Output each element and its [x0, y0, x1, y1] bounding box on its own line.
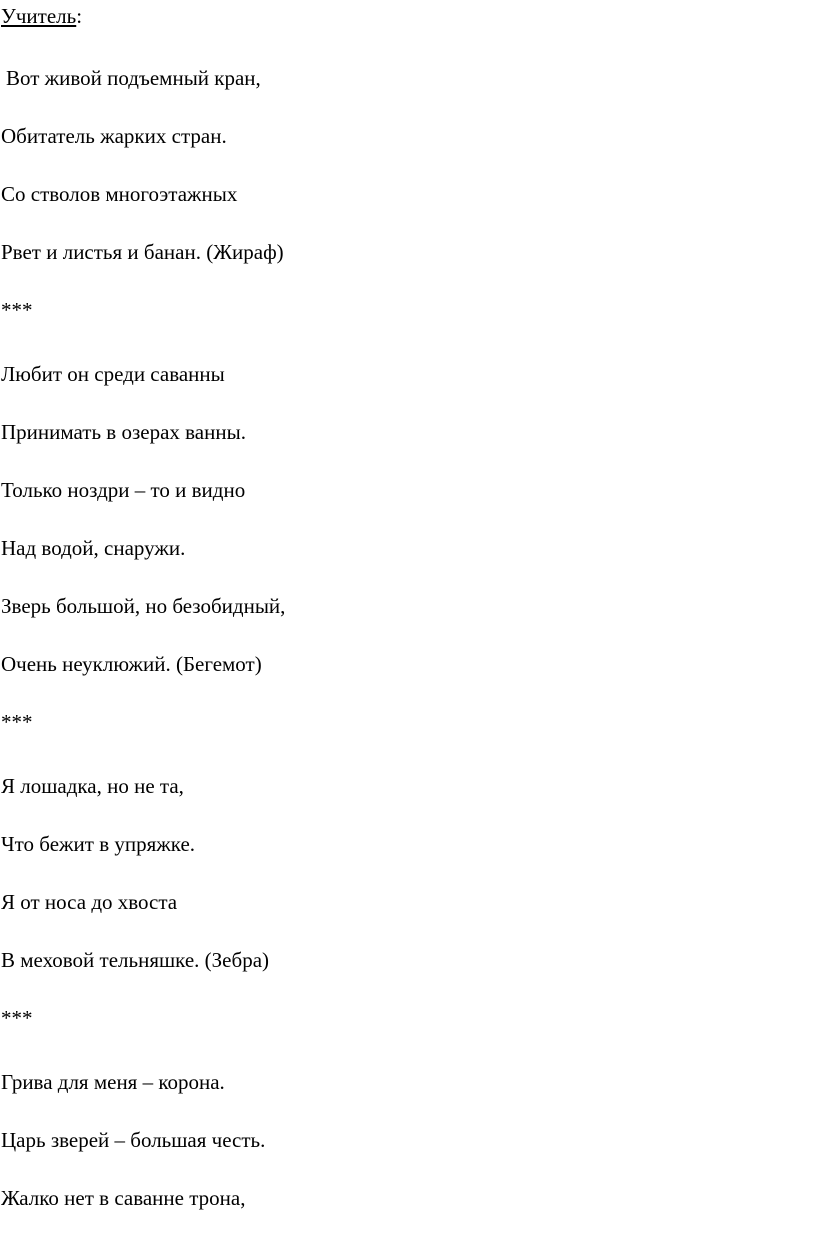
- riddle2-line-6: Очень неуклюжий. (Бегемот): [1, 652, 262, 676]
- riddle3-line-1: Я лошадка, но не та,: [1, 774, 184, 798]
- riddle1-line-2: Обитатель жарких стран.: [1, 124, 227, 148]
- riddle2-line-2: Принимать в озерах ванны.: [1, 420, 246, 444]
- riddle1-line-4: Рвет и листья и банан. (Жираф): [1, 240, 284, 264]
- riddle2-line-5: Зверь большой, но безобидный,: [1, 594, 286, 618]
- separator-2: ***: [1, 710, 33, 734]
- speaker-label: Учитель: [1, 4, 77, 28]
- riddle4-line-1: Грива для меня – корона.: [1, 1070, 225, 1094]
- riddle1-line-3: Со стволов многоэтажных: [1, 182, 238, 206]
- riddle3-line-3: Я от носа до хвоста: [1, 890, 178, 914]
- riddle2-line-1: Любит он среди саванны: [1, 362, 225, 386]
- riddle2-line-3: Только ноздри – то и видно: [1, 478, 246, 502]
- speaker-colon: :: [76, 4, 83, 28]
- separator-3: ***: [1, 1006, 33, 1030]
- riddle2-line-4: Над водой, снаружи.: [1, 536, 186, 560]
- separator-1: ***: [1, 298, 33, 322]
- riddle1-line-1: Вот живой подъемный кран,: [6, 66, 261, 90]
- riddle3-line-2: Что бежит в упряжке.: [1, 832, 196, 856]
- speaker-line: [1, 4, 82, 28]
- riddle4-line-2: Царь зверей – большая честь.: [1, 1128, 266, 1152]
- riddle4-line-3: Жалко нет в саванне трона,: [1, 1186, 246, 1210]
- riddle3-line-4: В меховой тельняшке. (Зебра): [1, 948, 270, 972]
